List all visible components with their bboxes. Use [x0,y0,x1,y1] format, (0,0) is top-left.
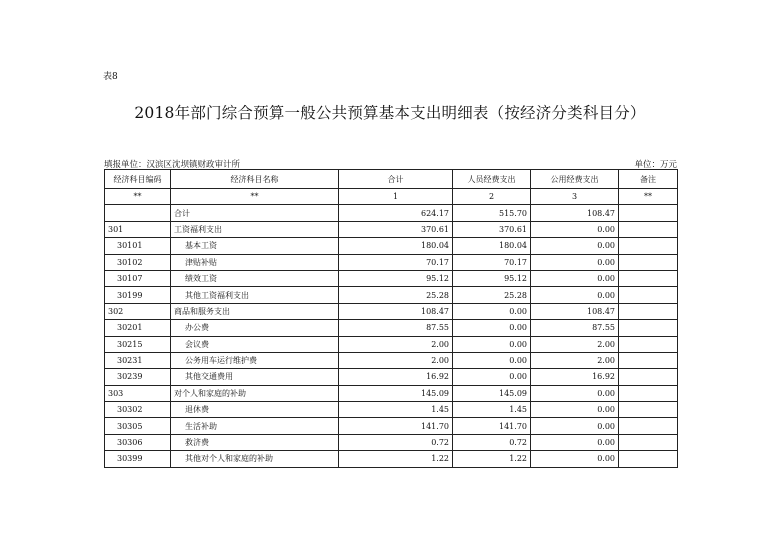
cell-total: 70.17 [339,254,453,270]
cell-personnel: 0.00 [453,320,531,336]
cell-public: 108.47 [531,205,619,221]
cell-name: 基本工资 [171,238,339,254]
cell-personnel: 95.12 [453,270,531,286]
table-row [105,287,678,303]
cell-public: 0.00 [531,270,619,286]
index-cell: ** [171,189,339,205]
table-row [105,320,678,336]
cell-name: 其他工资福利支出 [171,287,339,303]
cell-public: 2.00 [531,352,619,368]
cell-total: 370.61 [339,221,453,237]
cell-total: 108.47 [339,303,453,319]
cell-personnel: 370.61 [453,221,531,237]
table-row [105,451,678,467]
header-cell: 公用经费支出 [531,170,619,189]
cell-personnel: 25.28 [453,287,531,303]
table-number: 表8 [103,72,118,82]
cell-total: 180.04 [339,238,453,254]
cell-code: 30107 [105,270,171,286]
cell-public: 16.92 [531,369,619,385]
cell-public: 108.47 [531,303,619,319]
cell-total: 2.00 [339,352,453,368]
cell-note [619,434,678,450]
cell-total: 2.00 [339,336,453,352]
expenditure-table [104,169,678,468]
cell-code: 301 [105,221,171,237]
cell-personnel: 0.00 [453,303,531,319]
index-row [105,189,678,205]
cell-code: 30102 [105,254,171,270]
cell-public: 87.55 [531,320,619,336]
cell-public: 0.00 [531,385,619,401]
index-cell: 1 [339,189,453,205]
page-title: 2018年部门综合预算一般公共预算基本支出明细表（按经济分类科目分） [134,104,646,122]
table-row [105,303,678,319]
index-cell: 2 [453,189,531,205]
cell-note [619,451,678,467]
cell-total: 95.12 [339,270,453,286]
cell-total: 87.55 [339,320,453,336]
cell-personnel: 145.09 [453,385,531,401]
cell-total: 141.70 [339,418,453,434]
cell-personnel: 515.70 [453,205,531,221]
table-row [105,369,678,385]
cell-code: 30305 [105,418,171,434]
cell-note [619,238,678,254]
table-row [105,336,678,352]
cell-name: 会议费 [171,336,339,352]
cell-note [619,205,678,221]
cell-note [619,320,678,336]
cell-personnel: 0.72 [453,434,531,450]
cell-code: 30239 [105,369,171,385]
cell-public: 0.00 [531,434,619,450]
header-cell: 经济科目编码 [105,170,171,189]
cell-public: 0.00 [531,254,619,270]
cell-code: 30215 [105,336,171,352]
cell-public: 0.00 [531,451,619,467]
table-row [105,205,678,221]
index-cell: ** [619,189,678,205]
index-cell: ** [105,189,171,205]
cell-name: 其他交通费用 [171,369,339,385]
cell-note [619,254,678,270]
cell-name: 救济费 [171,434,339,450]
cell-public: 0.00 [531,418,619,434]
cell-note [619,303,678,319]
cell-note [619,402,678,418]
cell-code: 30302 [105,402,171,418]
table-row [105,385,678,401]
header-cell: 合计 [339,170,453,189]
cell-name: 津贴补贴 [171,254,339,270]
cell-total: 16.92 [339,369,453,385]
cell-code: 30306 [105,434,171,450]
table-row [105,418,678,434]
cell-name: 合计 [171,205,339,221]
cell-personnel: 1.22 [453,451,531,467]
currency-unit: 单位：万元 [634,160,677,170]
table-row [105,221,678,237]
cell-note [619,385,678,401]
cell-note [619,336,678,352]
cell-code: 302 [105,303,171,319]
cell-public: 2.00 [531,336,619,352]
index-cell: 3 [531,189,619,205]
cell-personnel: 0.00 [453,369,531,385]
cell-name: 公务用车运行维护费 [171,352,339,368]
table-row [105,270,678,286]
cell-name: 绩效工资 [171,270,339,286]
cell-total: 624.17 [339,205,453,221]
header-row [105,170,678,189]
cell-personnel: 0.00 [453,336,531,352]
cell-note [619,221,678,237]
cell-name: 商品和服务支出 [171,303,339,319]
cell-total: 0.72 [339,434,453,450]
cell-name: 其他对个人和家庭的补助 [171,451,339,467]
cell-personnel: 1.45 [453,402,531,418]
cell-note [619,418,678,434]
cell-total: 145.09 [339,385,453,401]
cell-code: 30201 [105,320,171,336]
cell-note [619,352,678,368]
table-row [105,434,678,450]
cell-code: 30399 [105,451,171,467]
cell-total: 1.45 [339,402,453,418]
cell-total: 25.28 [339,287,453,303]
cell-public: 0.00 [531,238,619,254]
cell-personnel: 70.17 [453,254,531,270]
cell-public: 0.00 [531,221,619,237]
table-row [105,254,678,270]
cell-code: 30231 [105,352,171,368]
cell-code: 30199 [105,287,171,303]
cell-total: 1.22 [339,451,453,467]
cell-personnel: 0.00 [453,352,531,368]
cell-note [619,287,678,303]
cell-note [619,270,678,286]
cell-note [619,369,678,385]
cell-name: 生活补助 [171,418,339,434]
cell-name: 办公费 [171,320,339,336]
table-row [105,352,678,368]
reporting-unit: 填报单位：汉滨区沈坝镇财政审计所 [104,160,241,170]
cell-name: 退休费 [171,402,339,418]
cell-code: 303 [105,385,171,401]
cell-public: 0.00 [531,287,619,303]
table-row [105,238,678,254]
cell-name: 工资福利支出 [171,221,339,237]
cell-code: 30101 [105,238,171,254]
cell-personnel: 141.70 [453,418,531,434]
cell-public: 0.00 [531,402,619,418]
header-cell: 经济科目名称 [171,170,339,189]
cell-code [105,205,171,221]
header-cell: 备注 [619,170,678,189]
cell-name: 对个人和家庭的补助 [171,385,339,401]
table-row [105,402,678,418]
header-cell: 人员经费支出 [453,170,531,189]
cell-personnel: 180.04 [453,238,531,254]
